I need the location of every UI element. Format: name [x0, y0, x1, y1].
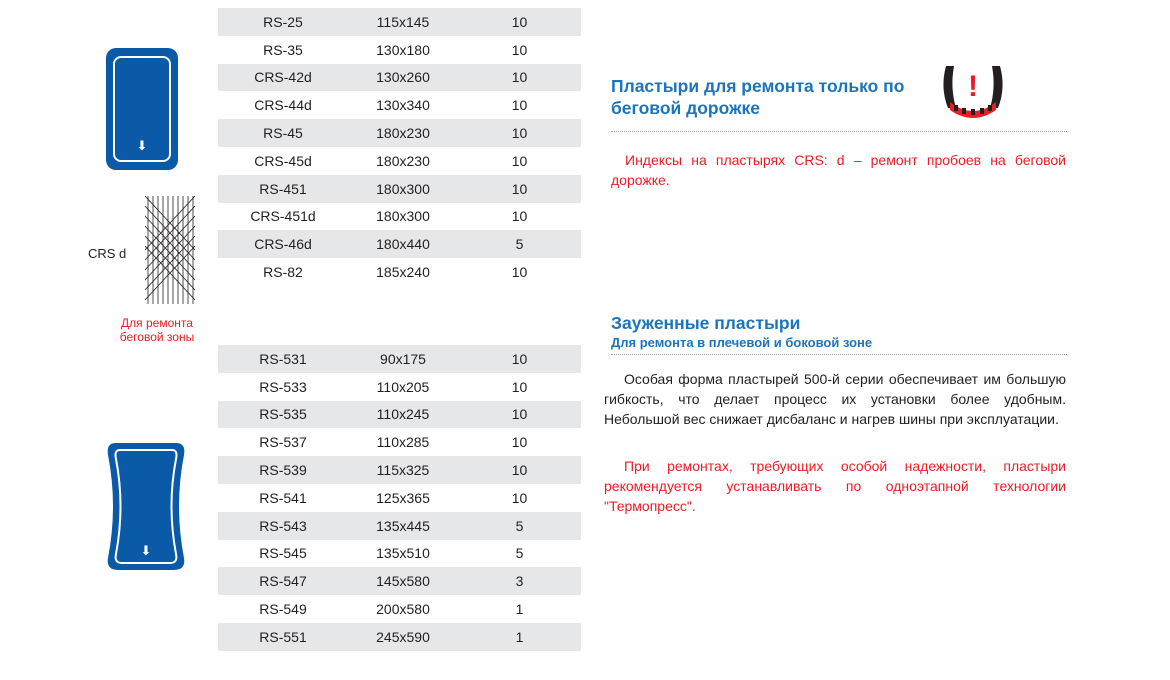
divider [611, 131, 1067, 132]
size-cell: 145x580 [376, 573, 430, 590]
size-cell: 130x260 [376, 69, 430, 86]
table-row [218, 373, 581, 401]
quantity-cell: 1 [515, 628, 524, 645]
model-cell: RS-451 [259, 180, 307, 197]
table-row [218, 512, 581, 540]
quantity-cell: 10 [511, 406, 528, 423]
model-cell: RS-45 [263, 125, 303, 142]
table-row [218, 595, 581, 623]
arrow-down-icon: ⬇ [136, 139, 148, 154]
quantity-cell: 10 [511, 208, 528, 225]
arrow-down-icon: ⬇ [140, 544, 152, 559]
model-cell: RS-537 [259, 434, 307, 451]
model-cell: RS-82 [263, 264, 303, 281]
quantity-cell: 10 [511, 264, 528, 281]
model-cell: RS-549 [259, 601, 307, 618]
size-cell: 200x580 [376, 601, 430, 618]
model-cell: CRS-42d [254, 69, 312, 86]
size-cell: 180x230 [376, 152, 430, 169]
narrow-patches-description: Особая форма пластырей 500-й серии обеспечивает им большую гибкость, что делает процесс их установки более удобным. Небольшой вес снижает дисбаланс и нагрев шины при эксплуатации. [604, 371, 1066, 427]
quantity-cell: 3 [515, 573, 524, 590]
quantity-cell: 5 [515, 236, 524, 253]
model-cell: RS-535 [259, 406, 307, 423]
quantity-cell: 10 [511, 180, 528, 197]
model-cell: RS-543 [259, 517, 307, 534]
table-row [218, 428, 581, 456]
table-row [218, 147, 581, 175]
size-cell: 90x175 [380, 350, 426, 367]
model-cell: CRS-46d [254, 236, 312, 253]
size-cell: 180x300 [376, 180, 430, 197]
model-cell: CRS-451d [250, 208, 316, 225]
quantity-cell: 10 [511, 489, 528, 506]
size-cell: 185x240 [376, 264, 430, 281]
table-row [218, 401, 581, 429]
patch-table-narrow [218, 345, 581, 651]
table-row [218, 345, 581, 373]
table-row [218, 91, 581, 119]
quantity-cell: 10 [511, 434, 528, 451]
crs-index-note: Индексы на пластырях CRS: d – ремонт пробоев на беговой дорожке. [611, 152, 1066, 188]
quantity-cell: 5 [515, 517, 524, 534]
size-cell: 110x245 [376, 406, 430, 423]
tread-zone-note: Для ремонта беговой зоны [119, 316, 195, 344]
tire-warning-icon [938, 58, 1008, 118]
size-cell: 115x145 [376, 13, 430, 30]
svg-text:!: ! [968, 70, 978, 103]
table-row [218, 567, 581, 595]
size-cell: 110x285 [376, 434, 430, 451]
model-cell: RS-547 [259, 573, 307, 590]
table-row [218, 230, 581, 258]
quantity-cell: 10 [511, 462, 528, 479]
size-cell: 130x180 [376, 41, 430, 58]
size-cell: 135x510 [376, 545, 430, 562]
size-cell: 110x205 [376, 378, 430, 395]
quantity-cell: 10 [511, 97, 528, 114]
narrow-patches-title: Зауженные пластыри [611, 313, 801, 333]
size-cell: 125x365 [376, 489, 430, 506]
divider [611, 354, 1067, 355]
table-row [218, 64, 581, 92]
quantity-cell: 10 [511, 41, 528, 58]
size-cell: 180x300 [376, 208, 430, 225]
table-row [218, 203, 581, 231]
size-cell: 130x340 [376, 97, 430, 114]
table-row [218, 8, 581, 36]
table-row [218, 175, 581, 203]
model-cell: RS-551 [259, 628, 307, 645]
model-cell: RS-531 [259, 350, 307, 367]
quantity-cell: 10 [511, 13, 528, 30]
size-cell: 180x440 [376, 236, 430, 253]
size-cell: 180x230 [376, 125, 430, 142]
table-row [218, 258, 581, 286]
size-cell: 135x445 [376, 517, 430, 534]
quantity-cell: 10 [511, 125, 528, 142]
model-cell: RS-35 [263, 41, 303, 58]
model-cell: RS-541 [259, 489, 307, 506]
narrow-patches-subtitle: Для ремонта в плечевой и боковой зоне [611, 335, 873, 350]
table-row [218, 623, 581, 651]
model-cell: RS-25 [263, 13, 303, 30]
model-cell: CRS-44d [254, 97, 312, 114]
table-row [218, 456, 581, 484]
quantity-cell: 10 [511, 69, 528, 86]
cord-pattern-icon [145, 196, 195, 304]
model-cell: CRS-45d [254, 152, 312, 169]
model-cell: RS-545 [259, 545, 307, 562]
table-row [218, 36, 581, 64]
model-cell: RS-533 [259, 378, 307, 395]
size-cell: 245x590 [376, 628, 430, 645]
quantity-cell: 5 [515, 545, 524, 562]
model-cell: RS-539 [259, 462, 307, 479]
table-row [218, 540, 581, 568]
rectangular-patch-image [106, 48, 178, 170]
patch-table-tread [218, 8, 581, 286]
quantity-cell: 10 [511, 378, 528, 395]
tread-patches-title: Пластыри для ремонта только по беговой дорожке [611, 76, 905, 118]
quantity-cell: 10 [511, 152, 528, 169]
table-row [218, 484, 581, 512]
quantity-cell: 10 [511, 350, 528, 367]
crs-label: CRS d [88, 246, 127, 261]
table-row [218, 119, 581, 147]
quantity-cell: 1 [515, 601, 524, 618]
thermopress-note: При ремонтах, требующих особой надежности, пластыри рекомендуется устанавливать по одноэтапной технологии "Термопресс". [604, 458, 1066, 514]
size-cell: 115x325 [376, 462, 430, 479]
